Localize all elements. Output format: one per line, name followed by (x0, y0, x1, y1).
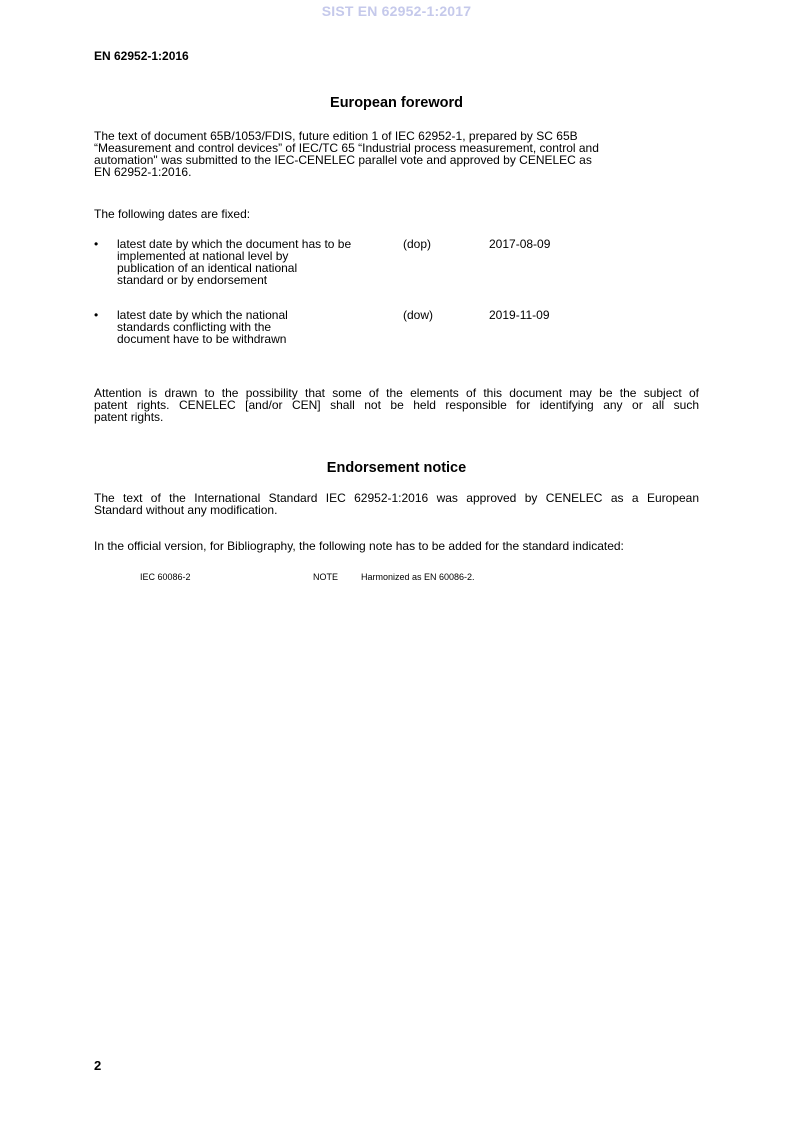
bullet-icon: • (94, 237, 99, 251)
description-line: publication of an identical national (117, 261, 298, 275)
description-line: latest date by which the national (117, 308, 288, 322)
endorsement-paragraph (94, 492, 699, 516)
date-code: (dop) (403, 237, 432, 251)
document-id: EN 62952-1:2016 (94, 49, 189, 63)
dates-intro: The following dates are fixed: (94, 207, 251, 221)
endorsement-title: Endorsement notice (326, 460, 467, 476)
description-line: latest date by which the document has to be (117, 237, 352, 251)
foreword-intro-paragraph (94, 130, 699, 178)
paragraph-line: automation" was submitted to the IEC-CENELEC parallel vote and approved by CENELEC as (94, 153, 592, 167)
note-label: NOTE (313, 572, 339, 582)
page-number: 2 (94, 1058, 102, 1073)
paragraph-line: patent rights. (94, 410, 164, 424)
paragraph-line: The text of the International Standard IEC 62952-1:2016 was approved by CENELEC as a European (94, 491, 699, 505)
paragraph-line: EN 62952-1:2016. (94, 165, 192, 179)
description-line: implemented at national level by (117, 249, 289, 263)
watermark: SIST EN 62952-1:2017 (321, 3, 472, 19)
date-item-description (117, 309, 387, 345)
foreword-title: European foreword (330, 95, 463, 111)
bibliography-intro: In the official version, for Bibliography, the following note has to be added for the standard indicated: (94, 539, 624, 553)
paragraph-line: patent rights. CENELEC [and/or CEN] shall not be held responsible for identifying any or all such (94, 398, 699, 412)
paragraph-line: Attention is drawn to the possibility that some of the elements of this document may be the subject of (94, 386, 699, 400)
date-value: 2019-11-09 (489, 308, 550, 322)
description-line: standard or by endorsement (117, 273, 268, 287)
date-code: (dow) (403, 308, 434, 322)
date-value: 2017-08-09 (489, 237, 551, 251)
paragraph-line: “Measurement and control devices” of IEC/TC 65 “Industrial process measurement, control and (94, 141, 599, 155)
date-item-description (117, 238, 387, 286)
attention-paragraph (94, 387, 699, 423)
note-standard: IEC 60086-2 (140, 572, 191, 582)
paragraph-line: Standard without any modification. (94, 503, 278, 517)
description-line: document have to be withdrawn (117, 332, 287, 346)
description-line: standards conflicting with the (117, 320, 272, 334)
paragraph-line: The text of document 65B/1053/FDIS, future edition 1 of IEC 62952-1, prepared by SC 65B (94, 129, 578, 143)
bullet-icon: • (94, 308, 99, 322)
note-text: Harmonized as EN 60086-2. (361, 572, 475, 582)
